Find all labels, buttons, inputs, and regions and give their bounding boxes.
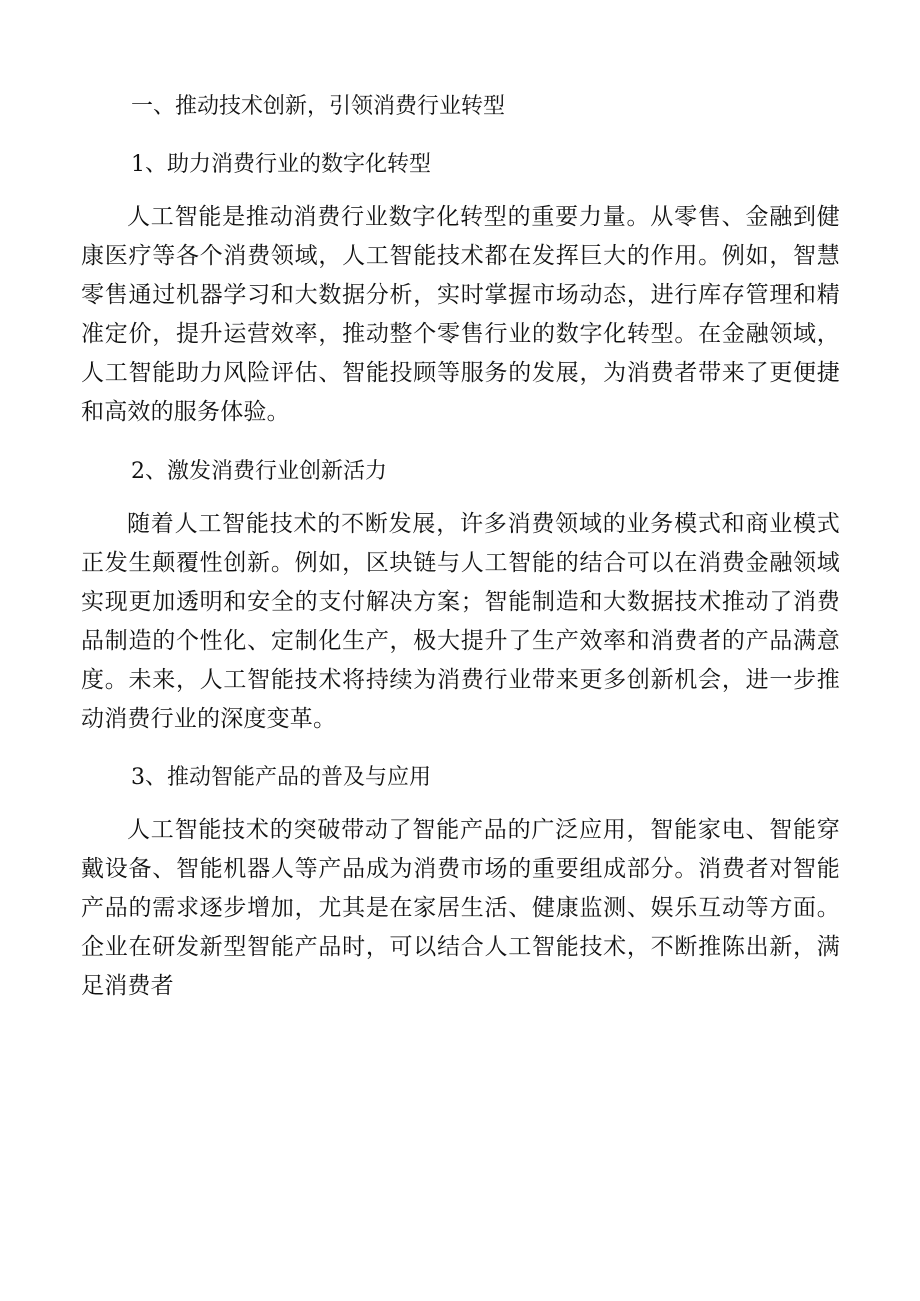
- subsection-body-3: 人工智能技术的突破带动了智能产品的广泛应用，智能家电、智能穿戴设备、智能机器人等产品成为消费市场的重要组成部分。消费者对智能产品的需求逐步增加，尤其是在家居生活、健康监测、娱乐互动等方面。企业在研发新型智能产品时，可以结合人工智能技术，不断推陈出新，满足消费者: [81, 817, 840, 999]
- spacer: [81, 432, 840, 447]
- spacer: [81, 497, 840, 505]
- spacer: [81, 739, 840, 753]
- document-body: [81, 82, 840, 1006]
- subsection-title-2: 2、激发消费行业创新活力: [131, 459, 387, 484]
- subsection-body-2: 随着人工智能技术的不断发展，许多消费领域的业务模式和商业模式正发生颠覆性创新。例如，区块链与人工智能的结合可以在消费金融领域实现更加透明和安全的支付解决方案；智能制造和大数据技术推动了消费品制造的个性化、定制化生产，极大提升了生产效率和消费者的产品满意度。未来，人工智能技术将持续为消费行业带来更多创新机会，进一步推动消费行业的深度变革。: [81, 511, 840, 732]
- subsection-body-1: 人工智能是推动消费行业数字化转型的重要力量。从零售、金融到健康医疗等各个消费领域，人工智能技术都在发挥巨大的作用。例如，智慧零售通过机器学习和大数据分析，实时掌握市场动态，进行库存管理和精准定价，提升运营效率，推动整个零售行业的数字化转型。在金融领域，人工智能助力风险评估、智能投顾等服务的发展，为消费者带来了更便捷和高效的服务体验。: [81, 204, 840, 425]
- subsection-title-1: 1、助力消费行业的数字化转型: [131, 152, 431, 177]
- spacer: [81, 132, 840, 140]
- subsection-title-3: 3、推动智能产品的普及与应用: [131, 765, 431, 790]
- spacer: [81, 803, 840, 811]
- spacer: [81, 190, 840, 198]
- section-title: 一、推动技术创新，引领消费行业转型: [131, 94, 506, 119]
